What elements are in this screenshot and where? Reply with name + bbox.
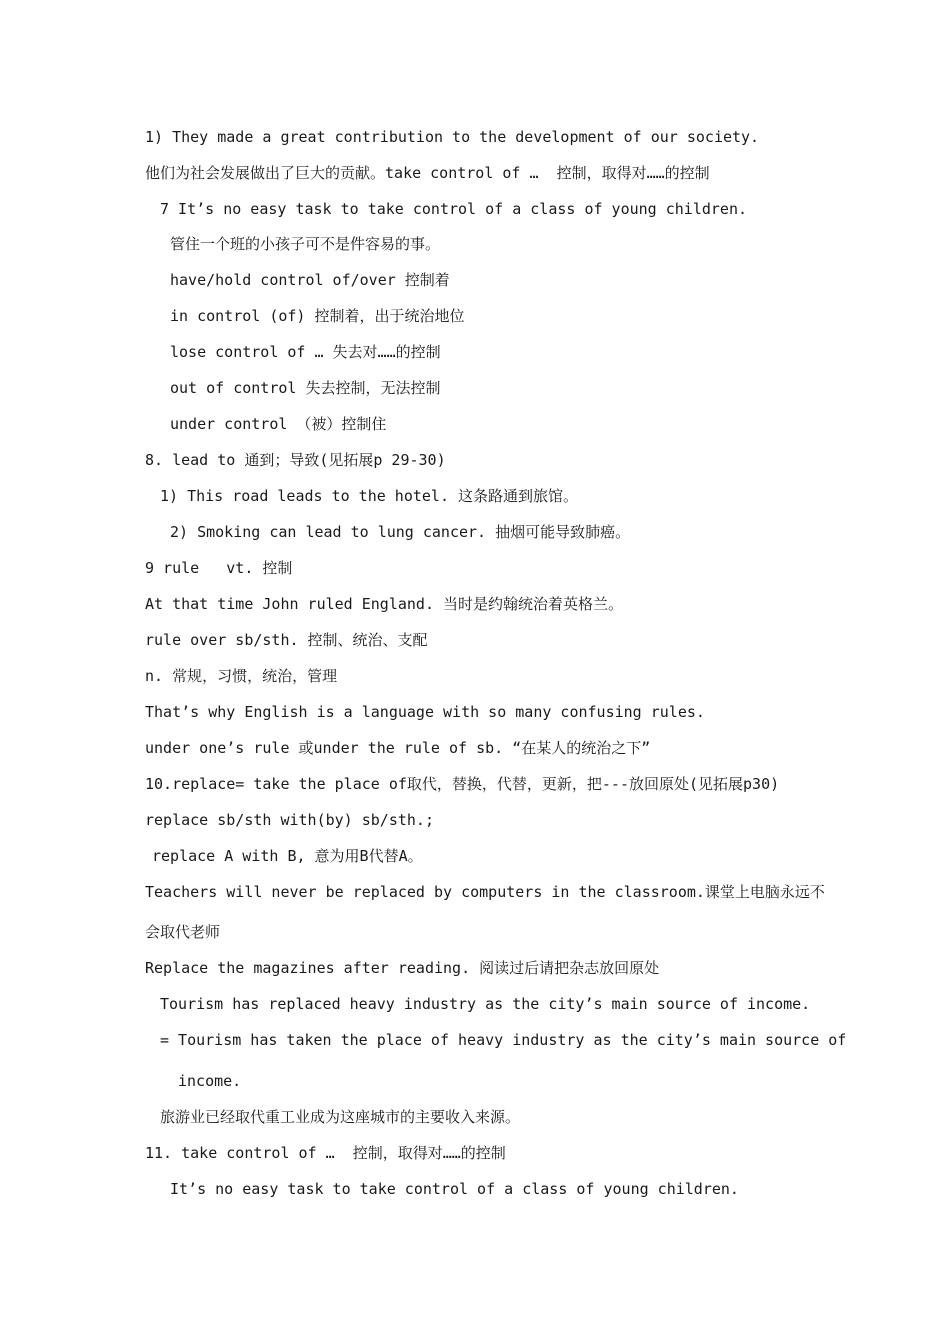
text-line: 他们为社会发展做出了巨大的贡献。take control of … 控制，取得对……的控制 (145, 164, 710, 182)
text-line: in control (of) 控制着，出于统治地位 (170, 307, 465, 325)
text-line: lose control of … 失去对……的控制 (170, 343, 441, 361)
text-line: replace A with B, 意为用B代替A。 (152, 847, 423, 865)
text-line: That’s why English is a language with so many confusing rules. (145, 703, 705, 721)
text-line: 旅游业已经取代重工业成为这座城市的主要收入来源。 (160, 1108, 521, 1126)
text-line: income. (178, 1072, 242, 1090)
text-line: Teachers will never be replaced by computers in the classroom.课堂上电脑永远不 (145, 883, 825, 901)
text-line: replace sb/sth with(by) sb/sth.; (145, 811, 434, 829)
text-line: = Tourism has taken the place of heavy industry as the city’s main source of (160, 1031, 847, 1049)
text-line: At that time John ruled England. 当时是约翰统治着英格兰。 (145, 595, 624, 613)
text-line: rule over sb/sth. 控制、统治、支配 (145, 631, 428, 649)
text-line: under one’s rule 或under the rule of sb. “在某人的统治之下” (145, 739, 651, 757)
text-line: n. 常规，习惯，统治，管理 (145, 667, 338, 685)
text-line: 2) Smoking can lead to lung cancer. 抽烟可能导致肺癌。 (170, 523, 631, 541)
text-line: under control （被）控制住 (170, 415, 387, 433)
text-line: Tourism has replaced heavy industry as the city’s main source of income. (160, 995, 811, 1013)
text-line: 8. lead to 通到；导致(见拓展p 29-30) (145, 451, 446, 469)
text-line: 9 rule vt. 控制 (145, 559, 293, 577)
text-line: Replace the magazines after reading. 阅读过后请把杂志放回原处 (145, 959, 660, 977)
text-line: 10.replace= take the place of取代，替换，代替，更新，把---放回原处(见拓展p30) (145, 775, 780, 793)
text-line: have/hold control of/over 控制着 (170, 271, 450, 289)
text-line: It’s no easy task to take control of a class of young children. (170, 1180, 739, 1198)
text-line: 1) They made a great contribution to the development of our society. (145, 128, 760, 146)
text-line: 会取代老师 (145, 923, 221, 941)
text-line: 7 It’s no easy task to take control of a class of young children. (160, 200, 747, 218)
text-line: 管住一个班的小孩子可不是件容易的事。 (170, 235, 441, 253)
text-line: 11. take control of … 控制，取得对……的控制 (145, 1144, 506, 1162)
text-line: 1) This road leads to the hotel. 这条路通到旅馆。 (160, 487, 579, 505)
text-line: out of control 失去控制，无法控制 (170, 379, 441, 397)
